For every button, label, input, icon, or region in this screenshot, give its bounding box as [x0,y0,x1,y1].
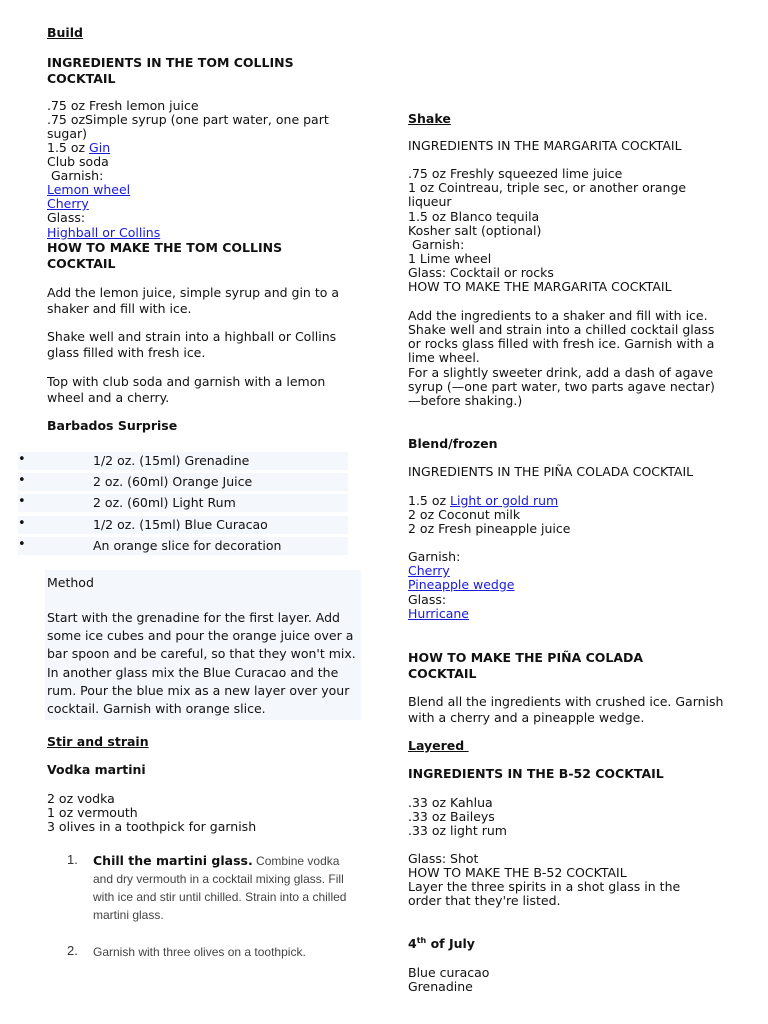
barbados-title: Barbados Surprise [47,418,178,433]
rum-link[interactable]: Light or gold rum [450,493,559,508]
margarita-garnish-label: Garnish: [408,237,465,252]
stir-heading: Stir and strain [47,734,149,749]
lemon-wheel-link[interactable]: Lemon wheel [47,182,131,197]
bullet-icon: • [18,452,26,467]
bullet-icon: • [18,473,26,488]
vodka-ing-3: 3 olives in a toothpick for garnish [47,819,257,834]
gin-prefix: 1.5 oz [47,140,90,155]
b52-howto-text: Layer the three spirits in a shot glass in the order that they're listed. [408,879,681,908]
pina-ingredients-title: INGREDIENTS IN THE PIÑA COLADA COCKTAIL [408,464,694,479]
b52-howto-title: HOW TO MAKE THE B-52 COCKTAIL [408,865,627,880]
list-item: • 1/2 oz. (15ml) Grenadine [18,452,348,470]
pina-howto-title: HOW TO MAKE THE PIÑA COLADA COCKTAIL [408,650,644,681]
margarita-howto-text: Add the ingredients to a shaker and fill with ice. Shake well and strain into a chilled cocktail glass or rocks glass filled with fresh ice. Garnish with a lime wheel. [408,308,715,365]
margarita-garnish-1: 1 Lime wheel [408,251,492,266]
margarita-howto-title: HOW TO MAKE THE MARGARITA COCKTAIL [408,279,672,294]
b52-glass: Glass: Shot [408,851,479,866]
pineapple-wedge-link[interactable]: Pineapple wedge [408,577,515,592]
margarita-ing-2: 1 oz Cointreau, triple sec, or another orange liqueur [408,180,687,209]
build-heading: Build [47,25,83,40]
margarita-ing-4: Kosher salt (optional) [408,223,542,238]
list-item: • 2 oz. (60ml) Light Rum [18,494,348,512]
margarita-howto-text-2: For a slightly sweeter drink, add a dash of agave syrup (—one part water, two parts agave nectar) —before shaking.) [408,365,715,408]
gin-link[interactable]: Gin [89,140,111,155]
july-ing-2: Grenadine [408,979,473,994]
b52-ing-2: .33 oz Baileys [408,809,495,824]
tom-collins-glass-label: Glass: [47,210,86,225]
step-text: Chill the martini glass. Combine vodka and dry vermouth in a cocktail mixing glass. Fill with ice and stir until chilled. Strain into a chilled martini glass. [93,853,347,922]
step-number: 1. [67,852,78,867]
b52-ingredients-title: INGREDIENTS IN THE B-52 COCKTAIL [408,766,664,781]
list-item: • An orange slice for decoration [18,537,348,555]
margarita-ingredients-title: INGREDIENTS IN THE MARGARITA COCKTAIL [408,138,682,153]
blend-heading: Blend/frozen [408,436,498,451]
tom-collins-ingredients-title: INGREDIENTS IN THE TOM COLLINS COCKTAIL [47,55,294,86]
tom-collins-ing-2: .75 ozSimple syrup (one part water, one part sugar) [47,112,329,141]
method-box [45,570,361,720]
bullet-icon: • [18,516,26,531]
tom-collins-ing-4: Club soda [47,154,109,169]
method-label: Method [47,575,94,590]
b52-ing-1: .33 oz Kahlua [408,795,493,810]
pina-ing-2: 2 oz Coconut milk [408,507,521,522]
layered-heading: Layered [408,738,469,753]
list-item: • 1/2 oz. (15ml) Blue Curacao [18,516,348,534]
method-text: Start with the grenadine for the first layer. Add some ice cubes and pour the orange juice over a bar spoon and be careful, so that they won't mix. In another glass mix the Blue Curacao and the rum. Pour the blue mix as a new layer over your cocktail. Garnish with orange slice. [47,610,356,717]
vodka-ing-1: 2 oz vodka [47,791,115,806]
tom-collins-garnish-label: Garnish: [47,168,104,183]
vodka-ing-2: 1 oz vermouth [47,805,138,820]
step-number: 2. [67,943,78,958]
highball-link[interactable]: Highball or Collins [47,225,161,240]
list-item: • 2 oz. (60ml) Orange Juice [18,473,348,491]
tom-collins-step-3: Top with club soda and garnish with a lemon wheel and a cherry. [47,374,326,405]
shake-heading: Shake [408,111,451,126]
vodka-title: Vodka martini [47,762,146,777]
july-ing-1: Blue curacao [408,965,490,980]
bullet-icon: • [18,494,26,509]
pina-ing-3: 2 oz Fresh pineapple juice [408,521,571,536]
hurricane-link[interactable]: Hurricane [408,606,469,621]
tom-collins-step-1: Add the lemon juice, simple syrup and gin to a shaker and fill with ice. [47,285,340,316]
b52-ing-3: .33 oz light rum [408,823,507,838]
tom-collins-ing-3 [47,141,367,155]
pina-glass-label: Glass: [408,592,447,607]
cherry-link[interactable]: Cherry [47,196,89,211]
margarita-ing-1: .75 oz Freshly squeezed lime juice [408,166,623,181]
tom-collins-howto-title: HOW TO MAKE THE TOM COLLINS COCKTAIL [47,240,283,271]
pina-cherry-link[interactable]: Cherry [408,563,450,578]
tom-collins-ing-1: .75 oz Fresh lemon juice [47,98,199,113]
margarita-ing-3: 1.5 oz Blanco tequila [408,209,540,224]
pina-garnish-label: Garnish: [408,549,461,564]
tom-collins-step-2: Shake well and strain into a highball or Collins glass filled with fresh ice. [47,329,337,360]
step-text: Garnish with three olives on a toothpick. [93,945,306,959]
bullet-icon: • [18,537,26,552]
july-title: 4th of July [408,935,475,951]
pina-howto-text: Blend all the ingredients with crushed ice. Garnish with a cherry and a pineapple wedge. [408,694,724,725]
pina-ing-1: 1.5 oz Light or gold rum [408,493,559,508]
margarita-glass: Glass: Cocktail or rocks [408,265,554,280]
